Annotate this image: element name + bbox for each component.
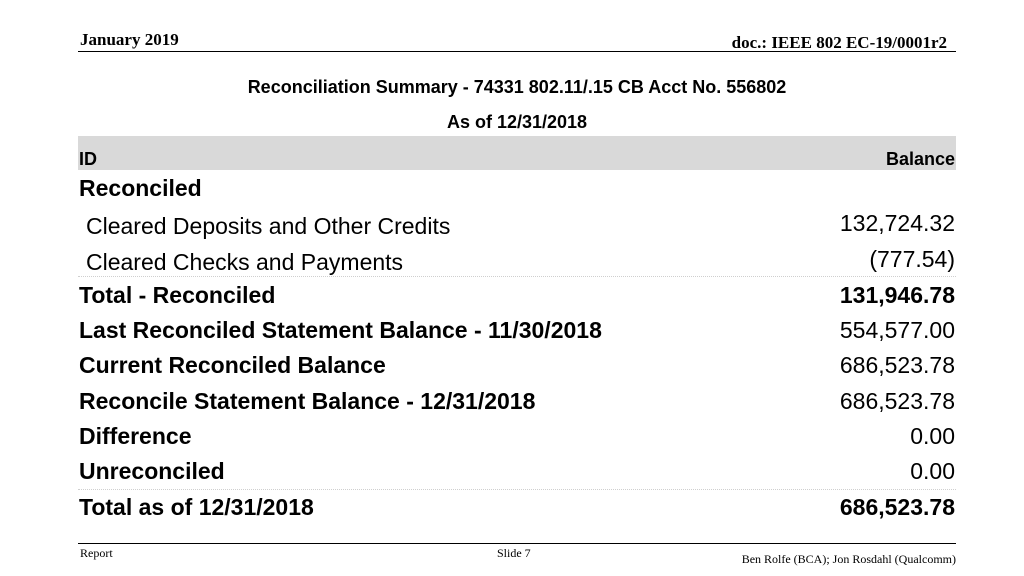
row-value: 0.00 [910,423,955,449]
row-label: Reconcile Statement Balance - 12/31/2018 [79,388,536,414]
row-label: Total - Reconciled [79,282,276,308]
row-label: Unreconciled [79,458,225,484]
row-value: 554,577.00 [839,317,955,343]
column-header-balance: Balance [885,149,955,169]
row-label: Current Reconciled Balance [79,352,386,378]
row-label: Difference [79,423,192,449]
row-label: Total as of 12/31/2018 [79,494,314,520]
row-value: 686,523.78 [839,494,955,520]
row-label: Cleared Deposits and Other Credits [86,213,451,239]
row-label: Cleared Checks and Payments [86,249,404,275]
header-date: January 2019 [80,30,179,49]
table-header [78,136,956,170]
row-divider [78,276,956,277]
row-value: 0.00 [910,458,955,484]
footer-authors: Ben Rolfe (BCA); Jon Rosdahl (Qualcomm) [741,552,956,566]
footer-slide-number: Slide 7 [497,546,531,560]
footer-left: Report [80,546,113,560]
row-value: 131,946.78 [839,282,955,308]
row-value: 686,523.78 [839,388,955,414]
row-label: Last Reconciled Statement Balance - 11/30/2018 [79,317,602,343]
report-title: Reconciliation Summary - 74331 802.11/.15 CB Acct No. 556802 [247,77,787,97]
row-divider [78,489,956,490]
report-subtitle: As of 12/31/2018 [446,112,588,132]
section-label: Reconciled [79,175,202,201]
footer-divider [78,543,956,544]
header-divider [78,51,956,52]
row-value: (777.54) [869,246,955,272]
row-value: 132,724.32 [839,210,955,236]
header-doc-id: doc.: IEEE 802 EC-19/0001r2 [731,33,947,52]
row-value: 686,523.78 [839,352,955,378]
column-header-id: ID [79,149,97,169]
